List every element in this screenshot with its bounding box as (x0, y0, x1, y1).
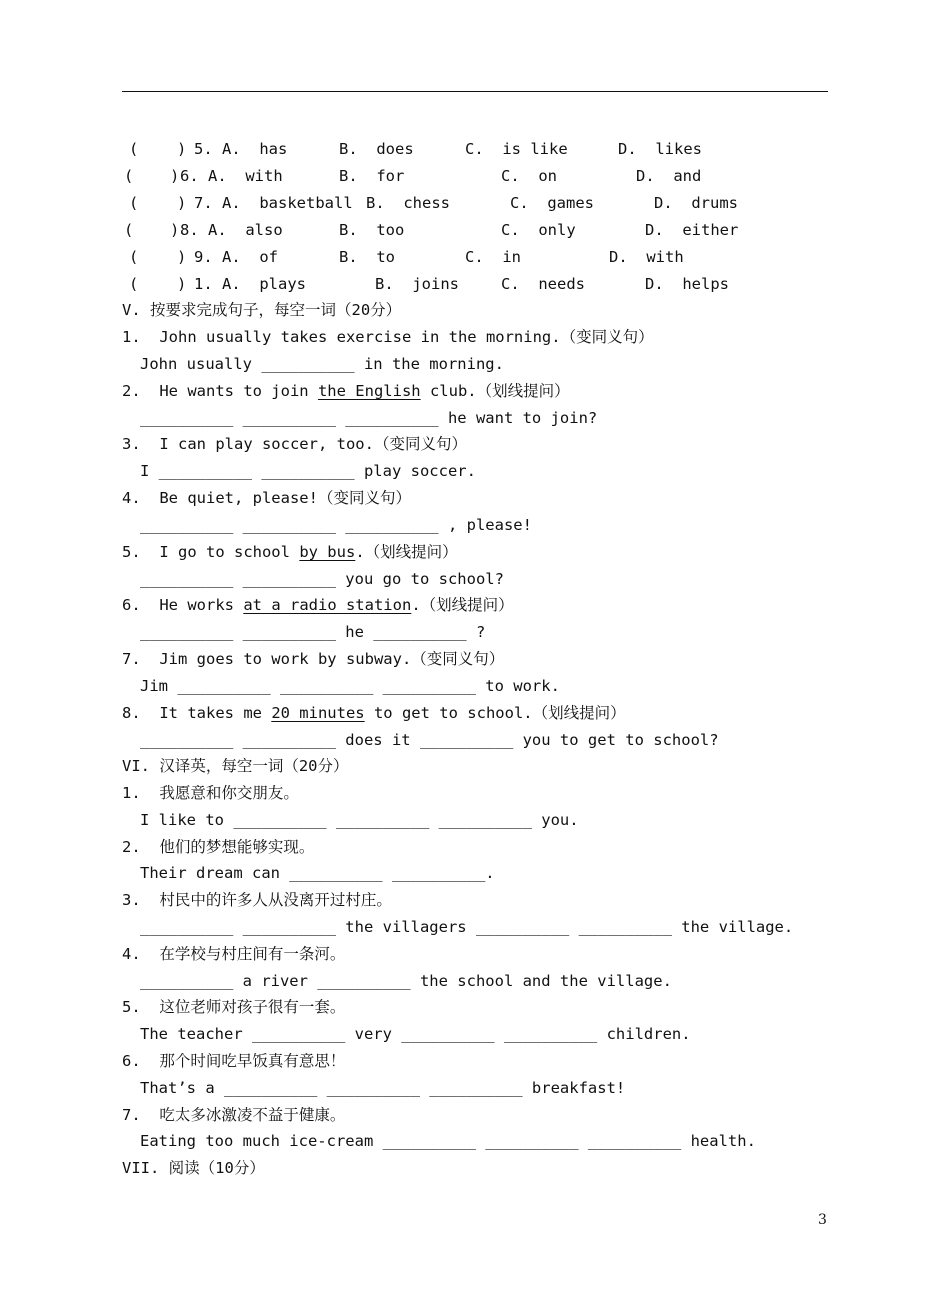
answer-blank-line: Jim __________ __________ __________ to work. (140, 677, 560, 695)
question-text: 4. 在学校与村庄间有一条河。 (122, 945, 346, 963)
answer-blank-line: Eating too much ice-cream __________ __________ __________ health. (140, 1132, 756, 1150)
mc-row-5 (0, 138, 702, 160)
answer-paren-close: ) (177, 248, 187, 266)
option-d: D. likes (618, 140, 702, 158)
answer-line (0, 862, 495, 884)
question-line (0, 836, 315, 858)
option-c: C. only (501, 221, 576, 239)
question-line (0, 702, 626, 724)
option-b: B. joins (375, 275, 459, 293)
option-c: C. needs (501, 275, 585, 293)
section-5-title: V. 按要求完成句子，每空一词（20分） (122, 301, 402, 319)
option-a: A. has (222, 140, 288, 158)
question-number: 5. (194, 140, 213, 158)
question-text-post: .（划线提问） (411, 596, 514, 614)
question-line (0, 996, 346, 1018)
section-heading (0, 755, 349, 777)
answer-line (0, 353, 504, 375)
answer-paren-close: ) (177, 275, 187, 293)
mc-row-9 (0, 246, 684, 268)
question-text: 2. 他们的梦想能够实现。 (122, 838, 315, 856)
answer-blank-line: __________ __________ __________ , please! (140, 516, 532, 534)
section-heading (0, 299, 402, 321)
underlined-phrase: the English (317, 382, 421, 400)
answer-line (0, 1023, 691, 1045)
question-line (0, 1050, 346, 1072)
question-text-post: club.（划线提问） (420, 382, 570, 400)
section-heading (0, 1157, 265, 1179)
question-line (0, 648, 505, 670)
option-b: B. too (339, 221, 405, 239)
answer-paren-open: ( (129, 275, 139, 293)
question-line (0, 943, 346, 965)
option-d: D. either (645, 221, 739, 239)
answer-paren-open: ( (129, 140, 139, 158)
question-text: 3. I can play soccer, too.（变同义句） (122, 435, 467, 453)
question-text (122, 594, 514, 616)
question-text (122, 380, 570, 402)
answer-blank-line: That’s a __________ __________ __________ breakfast! (140, 1079, 626, 1097)
option-a: A. of (222, 248, 278, 266)
answer-paren-close: ) (170, 221, 180, 239)
answer-blank-line: I like to __________ __________ __________ you. (140, 811, 579, 829)
question-line (0, 541, 458, 563)
question-line (0, 889, 392, 911)
question-text: 4. Be quiet, please!（变同义句） (122, 489, 411, 507)
answer-line (0, 729, 719, 751)
question-line (0, 433, 467, 455)
option-d: D. with (609, 248, 684, 266)
question-number: 9. (194, 248, 213, 266)
answer-line (0, 809, 579, 831)
question-text: 1. 我愿意和你交朋友。 (122, 784, 299, 802)
option-c: C. on (501, 167, 557, 185)
underlined-phrase: at a radio station (243, 596, 412, 614)
option-b: B. to (339, 248, 395, 266)
answer-paren-open: ( (129, 248, 139, 266)
answer-line (0, 407, 598, 429)
answer-line (0, 1130, 756, 1152)
answer-blank-line: The teacher __________ very __________ __________ children. (140, 1025, 691, 1043)
question-text-pre: 5. I go to school (122, 543, 300, 561)
question-text: 6. 那个时间吃早饭真有意思！ (122, 1052, 346, 1070)
question-number: 1. (194, 275, 213, 293)
option-b: B. for (339, 167, 405, 185)
answer-line (0, 1077, 626, 1099)
option-b: B. does (339, 140, 414, 158)
mc-row-6 (0, 165, 702, 187)
question-text: 5. 这位老师对孩子很有一套。 (122, 998, 346, 1016)
question-text-pre: 6. He works (122, 596, 244, 614)
answer-blank-line: John usually __________ in the morning. (140, 355, 504, 373)
question-text-post: to get to school.（划线提问） (364, 704, 626, 722)
answer-paren-close: ) (170, 167, 180, 185)
question-number: 7. (194, 194, 213, 212)
question-text: 1. John usually takes exercise in the morning.（变同义句） (122, 328, 654, 346)
option-d: D. drums (654, 194, 738, 212)
answer-blank-line: __________ __________ the villagers __________ __________ the village. (140, 918, 794, 936)
option-a: A. plays (222, 275, 306, 293)
question-text-pre: 2. He wants to join (122, 382, 318, 400)
option-d: D. helps (645, 275, 729, 293)
answer-blank-line: Their dream can __________ __________. (140, 864, 495, 882)
answer-blank-line: __________ __________ __________ he want to join? (140, 409, 598, 427)
option-b: B. chess (366, 194, 450, 212)
question-text: 3. 村民中的许多人从没离开过村庄。 (122, 891, 392, 909)
answer-blank-line: __________ __________ he __________ ? (140, 623, 486, 641)
option-c: C. is like (465, 140, 568, 158)
header-rule (122, 91, 828, 92)
option-a: A. with (208, 167, 283, 185)
answer-line (0, 621, 486, 643)
answer-line (0, 568, 504, 590)
answer-line (0, 514, 532, 536)
option-d: D. and (636, 167, 702, 185)
answer-blank-line: __________ __________ does it __________ you to get to school? (140, 731, 719, 749)
underlined-phrase: 20 minutes (271, 704, 365, 722)
mc-row-1 (0, 273, 729, 295)
answer-blank-line: __________ a river __________ the school and the village. (140, 972, 672, 990)
section-7-title: VII. 阅读（10分） (122, 1159, 265, 1177)
question-text (122, 702, 626, 724)
answer-paren-open: ( (124, 167, 134, 185)
question-text-pre: 8. It takes me (122, 704, 272, 722)
answer-blank-line: I __________ __________ play soccer. (140, 462, 476, 480)
answer-line (0, 675, 560, 697)
question-line (0, 782, 299, 804)
answer-line (0, 970, 672, 992)
question-line (0, 1104, 346, 1126)
option-a: A. also (208, 221, 283, 239)
mc-row-7 (0, 192, 738, 214)
question-text: 7. 吃太多冰激凌不益于健康。 (122, 1106, 346, 1124)
question-line (0, 380, 570, 402)
question-text: 7. Jim goes to work by subway.（变同义句） (122, 650, 505, 668)
question-number: 6. (180, 167, 199, 185)
answer-paren-open: ( (129, 194, 139, 212)
answer-blank-line: __________ __________ you go to school? (140, 570, 504, 588)
question-number: 8. (180, 221, 199, 239)
option-c: C. in (465, 248, 521, 266)
option-a: A. basketball (222, 194, 353, 212)
question-line (0, 326, 654, 348)
page-number: 3 (818, 1212, 827, 1228)
option-c: C. games (510, 194, 594, 212)
answer-paren-open: ( (124, 221, 134, 239)
question-text-post: .（划线提问） (355, 543, 458, 561)
underlined-phrase: by bus (299, 543, 356, 561)
question-text (122, 541, 458, 563)
question-line (0, 487, 411, 509)
answer-line (0, 460, 476, 482)
answer-paren-close: ) (177, 140, 187, 158)
answer-line (0, 916, 794, 938)
question-line (0, 594, 514, 616)
mc-row-8 (0, 219, 739, 241)
section-6-title: VI. 汉译英，每空一词（20分） (122, 757, 349, 775)
answer-paren-close: ) (177, 194, 187, 212)
